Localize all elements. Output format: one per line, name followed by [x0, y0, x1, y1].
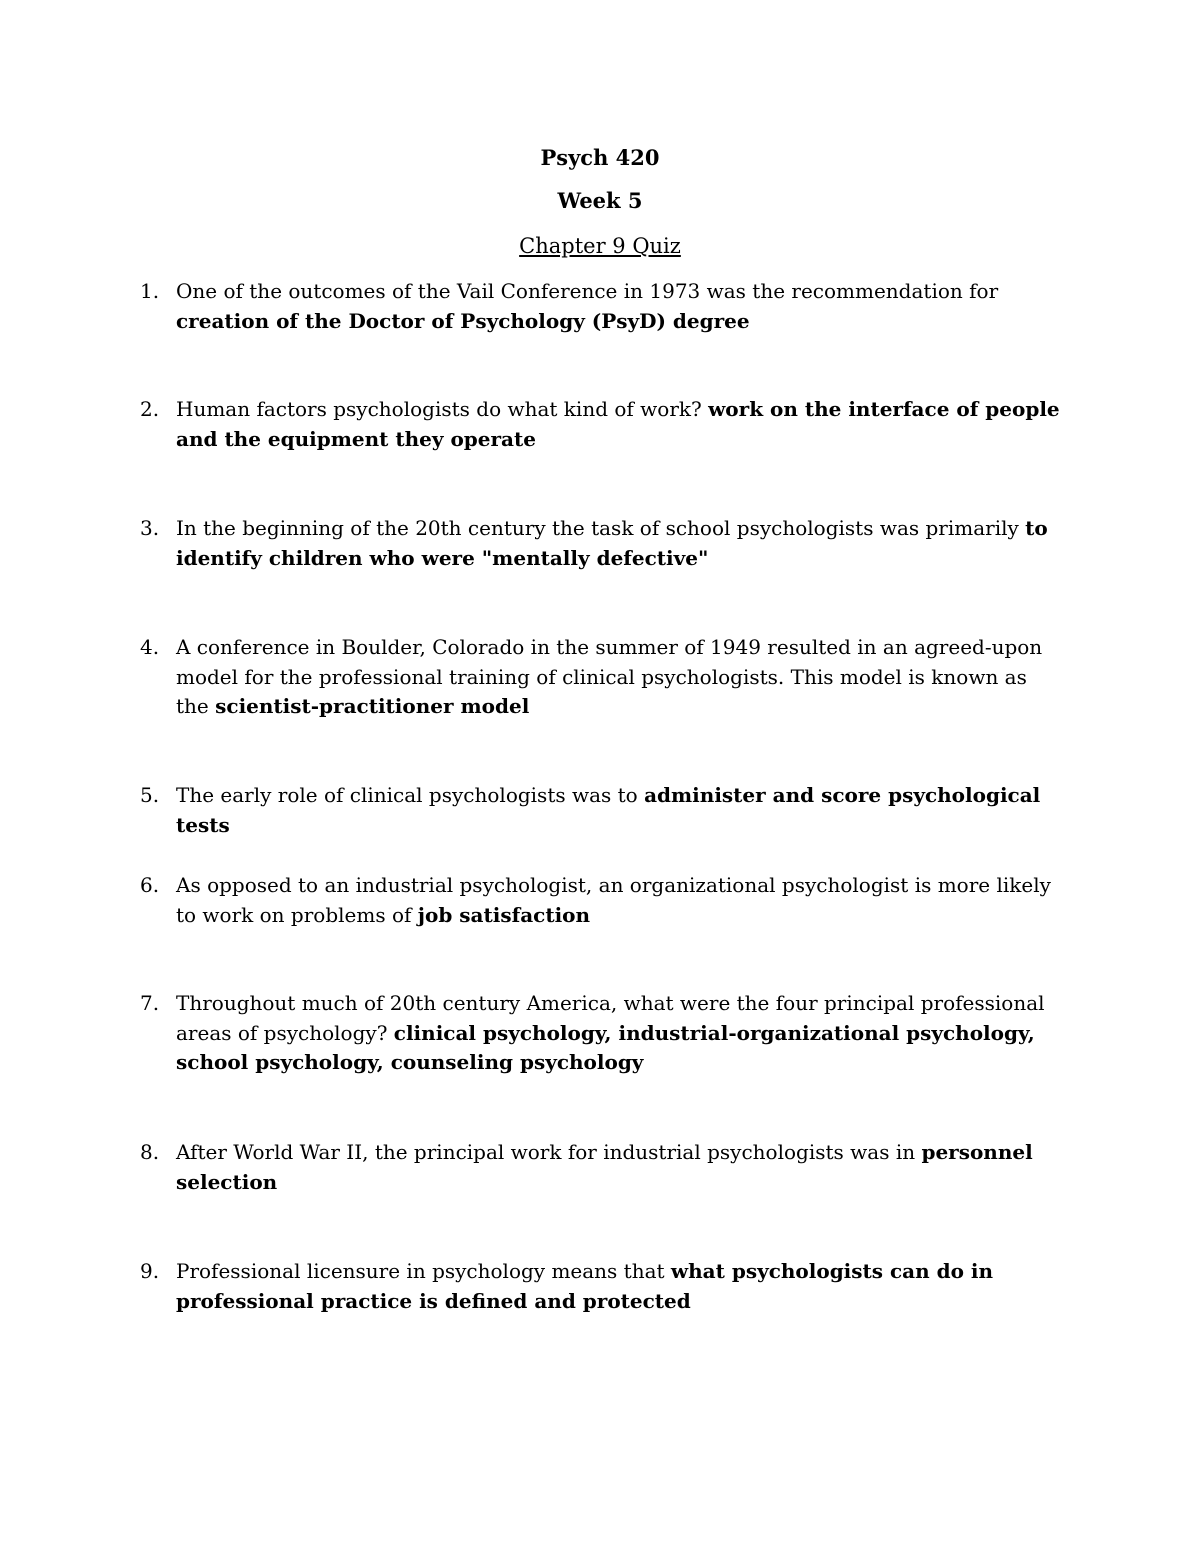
question-text: As opposed to an industrial psychologist, an organizational psychologist is more likely to work on problems of — [176, 873, 1051, 927]
quiz-title: Chapter 9 Quiz — [519, 234, 681, 258]
question-body — [176, 395, 1060, 454]
question-body — [176, 633, 1060, 722]
question-text: Professional licensure in psychology means that — [176, 1259, 665, 1283]
question-body — [176, 781, 1060, 840]
question-item-4 — [140, 633, 1060, 722]
question-text: Throughout much of 20th century America, what were the four principal professional areas of psychology? — [176, 991, 1045, 1045]
question-item-1 — [140, 277, 1060, 336]
question-text: After World War II, the principal work for industrial psychologists was in — [176, 1140, 916, 1164]
question-item-8 — [140, 1138, 1060, 1197]
question-text: A conference in Boulder, Colorado in the summer of 1949 resulted in an agreed-upon model for the professional training of clinical psychologists. This model is known as the — [176, 635, 1043, 718]
question-item-6 — [140, 871, 1060, 930]
question-item-5 — [140, 781, 1060, 840]
question-text: One of the outcomes of the Vail Conference in 1973 was the recommendation for — [176, 279, 999, 303]
answer-text: administer and score psychological tests — [176, 783, 1041, 837]
question-number: 8. — [140, 1140, 160, 1164]
question-number: 6. — [140, 873, 160, 897]
question-body — [176, 989, 1060, 1078]
question-body — [176, 1257, 1060, 1316]
question-item-3 — [140, 514, 1060, 573]
question-number: 1. — [140, 279, 160, 303]
answer-text: personnel selection — [176, 1140, 1033, 1194]
question-item-9 — [140, 1257, 1060, 1316]
question-body — [176, 277, 1060, 336]
question-item-2 — [140, 395, 1060, 454]
question-body — [176, 1138, 1060, 1197]
answer-text: to identify children who were "mentally defective" — [176, 516, 1048, 570]
answer-text: what psychologists can do in professional practice is defined and protected — [176, 1259, 994, 1313]
question-body — [176, 514, 1060, 573]
question-number: 9. — [140, 1259, 160, 1283]
question-number: 4. — [140, 635, 160, 659]
week-label: Week 5 — [557, 188, 643, 213]
question-text: In the beginning of the 20th century the task of school psychologists was primarily — [176, 516, 1019, 540]
answer-text: job satisfaction — [417, 902, 591, 927]
question-body — [176, 871, 1060, 930]
question-item-7 — [140, 989, 1060, 1078]
question-number: 2. — [140, 397, 160, 421]
question-text: Human factors psychologists do what kind of work? — [176, 397, 702, 421]
course-title: Psych 420 — [540, 145, 660, 170]
question-number: 7. — [140, 991, 160, 1015]
question-text: The early role of clinical psychologists was to — [176, 783, 638, 807]
question-number: 5. — [140, 783, 160, 807]
question-number: 3. — [140, 516, 160, 540]
answer-text: clinical psychology, industrial-organizational psychology, school psychology, counseling psychology — [176, 1020, 1035, 1074]
answer-text: creation of the Doctor of Psychology (PsyD) degree — [176, 308, 750, 333]
answer-text: scientist-practitioner model — [215, 694, 530, 718]
answer-text: work on the interface of people and the equipment they operate — [176, 397, 1060, 451]
